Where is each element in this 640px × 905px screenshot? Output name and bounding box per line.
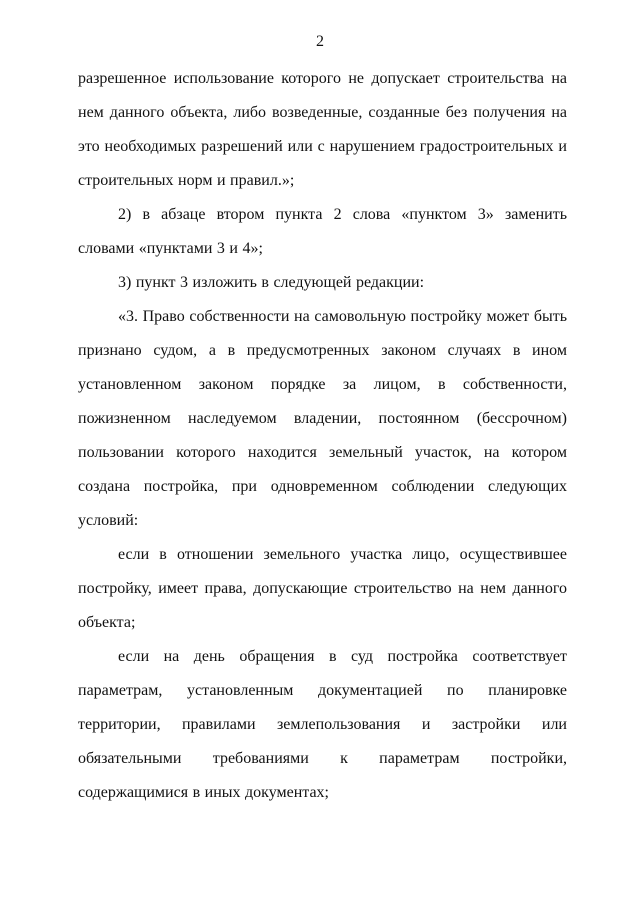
paragraph-clause-3: «3. Право собственности на самовольную постройку может быть признано судом, а в предусмотренных законом случаях в ином установленном законом порядке за лицом, в собственности, пожизненном наследуемом владении, постоянном (бессрочном) пользовании которого находится земельный участок, на котором создана постройка, при одновременном соблюдении следующих условий: [78,308,567,529]
paragraph-condition-2: если на день обращения в суд постройка соответствует параметрам, установленным документацией по планировке территории, правилами землепользования и застройки или обязательными требованиями к параметрам постройки, содержащимися в иных документах; [78,648,567,801]
paragraph-item-2: 2) в абзаце втором пункта 2 слова «пунктом 3» заменить словами «пунктами 3 и 4»; [78,206,567,257]
paragraph-continuation: разрешенное использование которого не допускает строительства на нем данного объекта, либо возведенные, созданные без получения на это необходимых разрешений или с нарушением градостроительных и строительных норм и правил.»; [78,70,567,189]
document-body [78,62,567,810]
page-number: 2 [316,33,324,50]
paragraph-condition-1: если в отношении земельного участка лицо, осуществившее постройку, имеет права, допускающие строительство на нем данного объекта; [78,546,567,631]
paragraph-item-3: 3) пункт 3 изложить в следующей редакции: [118,274,425,291]
